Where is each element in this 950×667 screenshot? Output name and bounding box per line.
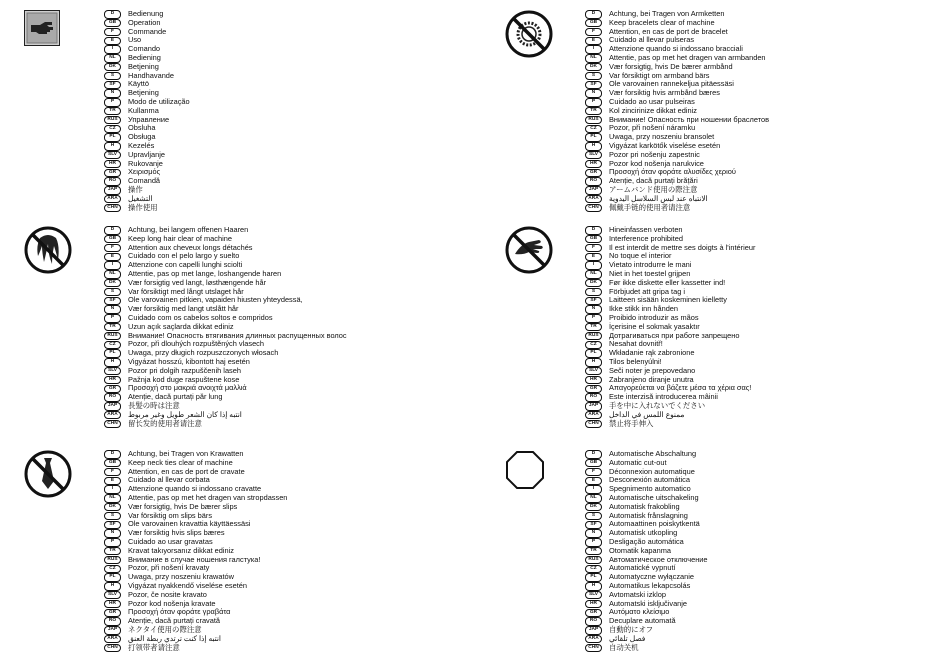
translation-text: Wkładanie rąk zabronione bbox=[609, 348, 695, 358]
language-code-badge: H bbox=[104, 358, 121, 366]
translation-text: Προσοχή όταν φοράτε γραβάτα bbox=[128, 607, 231, 617]
no-neck-tie-icon bbox=[24, 450, 80, 506]
language-code-badge: ARA bbox=[585, 635, 602, 643]
translation-text: Attention, en cas de port de cravate bbox=[128, 466, 245, 476]
translation-text: Automaattinen poiskytkentä bbox=[609, 519, 700, 529]
language-code-badge: JAP bbox=[585, 626, 602, 634]
translation-text: Automatisk utkopling bbox=[609, 528, 678, 538]
translation-text: Otomatik kapanma bbox=[609, 545, 672, 555]
translation-text: Achtung, bei Tragen von Krawatten bbox=[128, 449, 244, 458]
language-code-badge: S bbox=[104, 512, 121, 520]
translation-text: Vigyázat karkötők viselése esetén bbox=[609, 140, 721, 150]
language-code-badge: ARA bbox=[104, 635, 121, 643]
language-code-badge: GR bbox=[104, 609, 121, 617]
language-code-badge: SF bbox=[585, 521, 602, 529]
translation-text: انتبه إذا كان الشعر طويل وغير مربوط bbox=[128, 409, 242, 419]
translation-text: Vær forsiktig hvis armbånd bæres bbox=[609, 88, 720, 98]
translation-text: 長髪の時は注意 bbox=[128, 400, 180, 410]
lang-row bbox=[104, 420, 347, 429]
translation-text: Pozor pri nošenju zapestnic bbox=[609, 149, 700, 159]
lang-row bbox=[585, 635, 708, 644]
translation-text: 自動的にオフ bbox=[609, 624, 654, 634]
language-code-badge: JAP bbox=[104, 402, 121, 410]
translation-text: Pozor kod nošenja narukvice bbox=[609, 158, 704, 168]
language-code-badge: CHN bbox=[585, 204, 602, 212]
translation-text: 操作使用 bbox=[128, 202, 158, 212]
translation-text: Var försiktigt med långt utslaget hår bbox=[128, 286, 244, 296]
translation-text: Attenzione quando si indossano bracciali bbox=[609, 44, 743, 54]
language-code-badge: D bbox=[585, 10, 602, 18]
translation-text: Comando bbox=[128, 44, 161, 54]
translation-text: Vær forsigtig ved langt, løsthængende hår bbox=[128, 277, 267, 287]
translation-text: Vær forsiktig hvis slips bæres bbox=[128, 528, 225, 538]
language-code-badge: PL bbox=[585, 349, 602, 357]
language-code-badge: SLV bbox=[104, 151, 121, 159]
language-code-badge: PL bbox=[104, 349, 121, 357]
translation-text: Automatisk frånslagning bbox=[609, 510, 688, 520]
language-code-badge: DK bbox=[585, 279, 602, 287]
translation-text: Kullanma bbox=[128, 105, 159, 115]
language-code-badge: SF bbox=[104, 521, 121, 529]
translation-text: Automatski isključivanje bbox=[609, 598, 688, 608]
language-code-badge: JAP bbox=[585, 186, 602, 194]
language-code-badge: E bbox=[104, 253, 121, 261]
language-code-badge: DK bbox=[104, 63, 121, 71]
translation-text: 留长发的使用者请注意 bbox=[128, 418, 202, 428]
translation-text: Laitteen sisään koskeminen kielletty bbox=[609, 295, 727, 305]
translation-text: ممنوع اللمس في الداخل bbox=[609, 409, 685, 419]
translation-text: Tilos belenyúlni! bbox=[609, 356, 662, 366]
language-code-badge: GB bbox=[585, 19, 602, 27]
translation-text: Achtung, bei langem offenen Haaren bbox=[128, 225, 249, 234]
language-code-badge: D bbox=[104, 10, 121, 18]
language-code-badge: SF bbox=[104, 81, 121, 89]
language-code-badge: ARA bbox=[585, 411, 602, 419]
language-code-badge: GB bbox=[585, 459, 602, 467]
translation-text: Förbjudet att gripa tag i bbox=[609, 286, 686, 296]
language-list bbox=[104, 226, 347, 428]
translation-text: Attention, en cas de port de bracelet bbox=[609, 26, 728, 36]
translation-text: Bediening bbox=[128, 52, 161, 62]
translation-text: Attentie, pas op met het dragen van stropdassen bbox=[128, 492, 288, 502]
lang-row bbox=[585, 644, 708, 653]
translation-text: Zabranjeno diranje unutra bbox=[609, 374, 694, 384]
language-code-badge: SLV bbox=[104, 367, 121, 375]
language-code-badge: TR bbox=[585, 323, 602, 331]
translation-text: Atenție, dacă purtați cravată bbox=[128, 616, 221, 626]
translation-text: Pozor, če nosite kravato bbox=[128, 589, 207, 599]
language-code-badge: RUS bbox=[104, 556, 121, 564]
translation-text: Este interzisă introducerea mâinii bbox=[609, 392, 718, 402]
language-code-badge: GB bbox=[104, 19, 121, 27]
language-code-badge: CZ bbox=[585, 565, 602, 573]
translation-text: Ole varovainen pitkien, vapaiden hiusten yhteydessä, bbox=[128, 295, 303, 305]
language-code-badge: D bbox=[585, 450, 602, 458]
translation-text: Keep bracelets clear of machine bbox=[609, 17, 715, 27]
language-code-badge: E bbox=[104, 477, 121, 485]
language-code-badge: D bbox=[585, 226, 602, 234]
translation-text: Decuplare automată bbox=[609, 616, 676, 626]
translation-text: Vær forsigtig, hvis De bærer armbånd bbox=[609, 61, 733, 71]
language-code-badge: TR bbox=[585, 547, 602, 555]
language-code-badge: RUS bbox=[104, 116, 121, 124]
translation-text: Commande bbox=[128, 26, 167, 36]
lang-row bbox=[585, 420, 755, 429]
translation-text: Obsługa bbox=[128, 132, 156, 142]
translation-text: Keep long hair clear of machine bbox=[128, 233, 232, 243]
language-code-badge: RO bbox=[104, 617, 121, 625]
translation-text: Pozor, při nošení náramku bbox=[609, 123, 696, 133]
language-code-badge: D bbox=[104, 450, 121, 458]
translation-text: Før ikke diskette eller kassetter ind! bbox=[609, 277, 726, 287]
language-code-badge: CHN bbox=[104, 420, 121, 428]
language-code-badge: F bbox=[585, 28, 602, 36]
language-code-badge: PL bbox=[104, 133, 121, 141]
translation-text: Niet in het toestel grijpen bbox=[609, 268, 691, 278]
language-code-badge: NL bbox=[585, 54, 602, 62]
translation-text: Atenție, dacă purtați brățări bbox=[609, 176, 698, 186]
language-code-badge: DK bbox=[104, 279, 121, 287]
translation-text: Modo de utilização bbox=[128, 96, 190, 106]
stop-octagon-icon bbox=[505, 450, 561, 506]
translation-text: アームバンド使用の際注意 bbox=[609, 184, 698, 194]
translation-text: 打领带者请注意 bbox=[128, 642, 180, 652]
language-list bbox=[104, 450, 287, 652]
translation-text: Käyttö bbox=[128, 79, 149, 89]
translation-text: 操作 bbox=[128, 184, 143, 194]
translation-text: Vigyázat hosszú, kibontott haj esetén bbox=[128, 356, 250, 366]
translation-text: Uwaga, przy noszeniu krawatów bbox=[128, 572, 234, 582]
translation-text: الانتباه عند لبس السلاسل اليدوية bbox=[609, 193, 708, 203]
translation-text: No toque el interior bbox=[609, 251, 672, 261]
lang-row bbox=[104, 204, 190, 213]
language-code-badge: TR bbox=[104, 323, 121, 331]
translation-text: Uso bbox=[128, 35, 142, 45]
translation-text: Operation bbox=[128, 17, 161, 27]
language-code-badge: DK bbox=[104, 503, 121, 511]
translation-text: Attenzione con capelli lunghi sciolti bbox=[128, 260, 243, 270]
translation-text: Achtung, bei Tragen von Armketten bbox=[609, 9, 725, 18]
language-code-badge: GR bbox=[585, 169, 602, 177]
translation-text: Pozor pri dolgih razpuščenih laseh bbox=[128, 365, 241, 375]
language-code-badge: JAP bbox=[585, 402, 602, 410]
translation-text: Cuidado al llevar pulseras bbox=[609, 35, 695, 45]
translation-text: 自动关机 bbox=[609, 642, 639, 652]
translation-text: Ikke stikk inn hånden bbox=[609, 304, 679, 314]
language-code-badge: SLV bbox=[585, 151, 602, 159]
language-list bbox=[585, 226, 755, 428]
language-code-badge: TR bbox=[104, 107, 121, 115]
language-code-badge: DK bbox=[585, 503, 602, 511]
translation-text: Pozor, při dlouhých rozpuštěných vlasech bbox=[128, 339, 264, 349]
translation-text: 佩戴手链的使用者请注意 bbox=[609, 202, 691, 212]
translation-text: Vietato introdurre le mani bbox=[609, 260, 692, 270]
language-code-badge: H bbox=[585, 582, 602, 590]
translation-text: Ole varovainen kravattia käyttäessäsi bbox=[128, 519, 251, 529]
language-code-badge: HR bbox=[104, 376, 121, 384]
language-code-badge: E bbox=[585, 477, 602, 485]
translation-text: التشغيل bbox=[128, 193, 153, 203]
language-code-badge: I bbox=[104, 485, 121, 493]
language-code-badge: CHN bbox=[585, 644, 602, 652]
translation-text: Attention aux cheveux longs détachés bbox=[128, 242, 253, 252]
translation-text: Comandă bbox=[128, 176, 161, 186]
language-code-badge: RUS bbox=[585, 332, 602, 340]
translation-text: 禁止将手伸入 bbox=[609, 418, 654, 428]
translation-text: Automatic cut-out bbox=[609, 457, 667, 467]
translation-text: Attenzione quando si indossano cravatte bbox=[128, 484, 262, 494]
language-code-badge: I bbox=[104, 45, 121, 53]
language-code-badge: RO bbox=[104, 393, 121, 401]
language-code-badge: CZ bbox=[104, 565, 121, 573]
translation-text: Automatikus lekapcsolás bbox=[609, 580, 691, 590]
language-code-badge: GR bbox=[585, 385, 602, 393]
translation-text: Ole varovainen rannekeljua pitäessäsi bbox=[609, 79, 734, 89]
no-reach-in-icon bbox=[505, 226, 561, 282]
translation-text: Automatisk frakobling bbox=[609, 501, 680, 511]
language-code-badge: RUS bbox=[104, 332, 121, 340]
language-code-badge: P bbox=[585, 98, 602, 106]
translation-text: Cuidado com os cabelos soltos e compridos bbox=[128, 312, 273, 322]
language-code-badge: PL bbox=[585, 133, 602, 141]
translation-text: Betjening bbox=[128, 88, 159, 98]
translation-text: انتبه إذا كنت ترتدي ربطة العنق bbox=[128, 633, 221, 643]
translation-text: Attentie, pas op met het dragen van armbanden bbox=[609, 52, 766, 62]
translation-text: Cuidado ao usar pulseiras bbox=[609, 96, 695, 106]
lang-row bbox=[104, 644, 287, 653]
language-code-badge: I bbox=[585, 261, 602, 269]
language-code-badge: S bbox=[585, 72, 602, 80]
translation-text: Προσοχή στο μακριά ανοιχτά μαλλιά bbox=[128, 383, 247, 393]
operation-hand-icon bbox=[24, 10, 80, 66]
language-code-badge: D bbox=[104, 226, 121, 234]
language-code-badge: I bbox=[104, 261, 121, 269]
language-code-badge: F bbox=[104, 468, 121, 476]
language-code-badge: GR bbox=[585, 609, 602, 617]
language-code-badge: F bbox=[585, 468, 602, 476]
language-code-badge: P bbox=[104, 538, 121, 546]
language-code-badge: P bbox=[104, 314, 121, 322]
language-code-badge: S bbox=[585, 512, 602, 520]
language-code-badge: GB bbox=[104, 459, 121, 467]
language-code-badge: CZ bbox=[585, 125, 602, 133]
language-code-badge: HR bbox=[585, 600, 602, 608]
translation-text: Keep neck ties clear of machine bbox=[128, 457, 233, 467]
translation-text: Внимание! Опасность при ношении браслетов bbox=[609, 114, 770, 124]
language-code-badge: SF bbox=[585, 297, 602, 305]
translation-text: Upravljanje bbox=[128, 149, 165, 159]
translation-text: Автоматическое отключение bbox=[609, 554, 708, 564]
translation-text: Déconnexion automatique bbox=[609, 466, 695, 476]
translation-text: İçerisine el sokmak yasaktır bbox=[609, 321, 700, 331]
translation-text: Uzun açık saçlarda dikkat ediniz bbox=[128, 321, 234, 331]
translation-text: Attentie, pas op met lange, loshangende haren bbox=[128, 268, 282, 278]
language-code-badge: PL bbox=[104, 573, 121, 581]
lang-row bbox=[585, 204, 769, 213]
language-list bbox=[104, 10, 190, 212]
language-code-badge: P bbox=[585, 314, 602, 322]
language-code-badge: NL bbox=[104, 494, 121, 502]
translation-text: Προσοχή όταν φοράτε αλυσίδες χεριού bbox=[609, 167, 736, 177]
language-code-badge: CZ bbox=[585, 341, 602, 349]
translation-text: فصل تلقائي bbox=[609, 633, 646, 643]
translation-text: Vær forsigtig, hvis De bærer slips bbox=[128, 501, 238, 511]
language-code-badge: RO bbox=[104, 177, 121, 185]
translation-text: Interference prohibited bbox=[609, 233, 683, 243]
translation-text: Uwaga, przy noszeniu bransolet bbox=[609, 132, 715, 142]
translation-text: Χειρισμός bbox=[128, 167, 161, 177]
translation-text: Cuidado ao usar gravatas bbox=[128, 536, 213, 546]
translation-text: Automatische uitschakeling bbox=[609, 492, 699, 502]
translation-text: Desconexión automática bbox=[609, 475, 690, 485]
language-code-badge: E bbox=[585, 37, 602, 45]
language-code-badge: NL bbox=[585, 494, 602, 502]
translation-text: Pozor, při nošení kravaty bbox=[128, 563, 210, 573]
translation-text: Avtomatski izklop bbox=[609, 589, 666, 599]
translation-text: Uwaga, przy długich rozpuszczonych włosach bbox=[128, 348, 279, 358]
translation-text: Automatyczne wyłączanie bbox=[609, 572, 695, 582]
language-code-badge: TR bbox=[104, 547, 121, 555]
language-code-badge: H bbox=[585, 358, 602, 366]
language-code-badge: S bbox=[104, 72, 121, 80]
translation-text: Desligação automática bbox=[609, 536, 684, 546]
language-code-badge: GB bbox=[104, 235, 121, 243]
language-code-badge: N bbox=[585, 89, 602, 97]
language-code-badge: GB bbox=[585, 235, 602, 243]
language-code-badge: CZ bbox=[104, 341, 121, 349]
language-code-badge: TR bbox=[585, 107, 602, 115]
lang-row bbox=[104, 177, 190, 186]
language-code-badge: RO bbox=[585, 617, 602, 625]
translation-text: Внимание! Опасность втягивания длинных распущенных волос bbox=[128, 330, 347, 340]
language-code-badge: I bbox=[585, 45, 602, 53]
language-code-badge: F bbox=[585, 244, 602, 252]
translation-text: ネクタイ使用の際注意 bbox=[128, 624, 202, 634]
language-code-badge: H bbox=[104, 582, 121, 590]
language-code-badge: HR bbox=[585, 376, 602, 384]
translation-text: Kravat takıyorsanız dikkat ediniz bbox=[128, 545, 234, 555]
translation-text: Il est interdit de mettre ses doigts à l'intérieur bbox=[609, 242, 756, 252]
translation-text: Αυτόματο κλείσιμο bbox=[609, 607, 670, 617]
language-code-badge: S bbox=[585, 288, 602, 296]
language-code-badge: NL bbox=[104, 54, 121, 62]
language-code-badge: H bbox=[585, 142, 602, 150]
language-code-badge: I bbox=[585, 485, 602, 493]
translation-text: Nesahat dovnitř! bbox=[609, 339, 663, 349]
translation-text: Rukovanje bbox=[128, 158, 163, 168]
language-code-badge: HR bbox=[104, 600, 121, 608]
language-code-badge: HR bbox=[585, 160, 602, 168]
language-code-badge: HR bbox=[104, 160, 121, 168]
translation-text: Var försiktigt om armband bärs bbox=[609, 70, 710, 80]
translation-text: Hineinfassen verboten bbox=[609, 225, 683, 234]
translation-text: Kezelés bbox=[128, 140, 155, 150]
translation-text: Automatische Abschaltung bbox=[609, 449, 697, 458]
language-code-badge: N bbox=[585, 305, 602, 313]
language-list bbox=[585, 10, 769, 212]
translation-text: Cuidado al llevar corbata bbox=[128, 475, 210, 485]
language-code-badge: PL bbox=[585, 573, 602, 581]
translation-text: 手を中に入れないでください bbox=[609, 400, 706, 410]
language-code-badge: RO bbox=[585, 177, 602, 185]
language-code-badge: RO bbox=[585, 393, 602, 401]
translation-text: Spegnimento automatico bbox=[609, 484, 691, 494]
language-code-badge: SLV bbox=[585, 591, 602, 599]
language-code-badge: F bbox=[104, 244, 121, 252]
language-code-badge: SLV bbox=[104, 591, 121, 599]
language-code-badge: SF bbox=[104, 297, 121, 305]
translation-text: Var försiktig om slips bärs bbox=[128, 510, 213, 520]
language-code-badge: NL bbox=[104, 270, 121, 278]
language-code-badge: CHN bbox=[104, 204, 121, 212]
language-code-badge: CHN bbox=[585, 420, 602, 428]
translation-text: Pažnja kod duge raspuštene kose bbox=[128, 374, 240, 384]
language-code-badge: DK bbox=[585, 63, 602, 71]
translation-text: Kol zincirinize dikkat ediniz bbox=[609, 105, 697, 115]
translation-text: Handhavande bbox=[128, 70, 175, 80]
translation-text: Proibido introduzir as mãos bbox=[609, 312, 699, 322]
language-code-badge: H bbox=[104, 142, 121, 150]
lang-row bbox=[104, 28, 190, 37]
language-code-badge: F bbox=[104, 28, 121, 36]
language-list bbox=[585, 450, 708, 652]
language-code-badge: P bbox=[104, 98, 121, 106]
language-code-badge: CHN bbox=[104, 644, 121, 652]
language-code-badge: JAP bbox=[104, 626, 121, 634]
language-code-badge: N bbox=[104, 89, 121, 97]
language-code-badge: ARA bbox=[585, 195, 602, 203]
language-code-badge: E bbox=[104, 37, 121, 45]
language-code-badge: P bbox=[585, 538, 602, 546]
language-code-badge: GR bbox=[104, 169, 121, 177]
translation-text: Vær forsiktig med langt utslått hår bbox=[128, 304, 239, 314]
translation-text: Απαγορεύεται να βάζετε μέσα τα χέρια σας! bbox=[609, 383, 752, 393]
translation-text: Cuidado con el pelo largo y suelto bbox=[128, 251, 240, 261]
translation-text: Betjening bbox=[128, 61, 159, 71]
language-code-badge: CZ bbox=[104, 125, 121, 133]
translation-text: Atenție, dacă purtați păr lung bbox=[128, 392, 223, 402]
no-long-hair-icon bbox=[24, 226, 80, 282]
translation-text: Pozor kod nošenja kravate bbox=[128, 598, 216, 608]
language-code-badge: NL bbox=[585, 270, 602, 278]
translation-text: Obsluha bbox=[128, 123, 156, 133]
language-code-badge: E bbox=[585, 253, 602, 261]
translation-text: Seči noter je prepovedano bbox=[609, 365, 696, 375]
language-code-badge: GR bbox=[104, 385, 121, 393]
no-bracelet-icon bbox=[505, 10, 561, 66]
language-code-badge: ARA bbox=[104, 411, 121, 419]
language-code-badge: ARA bbox=[104, 195, 121, 203]
language-code-badge: SF bbox=[585, 81, 602, 89]
language-code-badge: N bbox=[585, 529, 602, 537]
lang-row bbox=[585, 626, 708, 635]
language-code-badge: N bbox=[104, 305, 121, 313]
translation-text: Bedienung bbox=[128, 9, 164, 18]
translation-text: Дотрагиваться при работе запрещено bbox=[609, 330, 740, 340]
language-code-badge: S bbox=[104, 288, 121, 296]
translation-text: Управление bbox=[128, 114, 170, 124]
translation-text: Vigyázat nyakkendő viselése esetén bbox=[128, 580, 248, 590]
language-code-badge: N bbox=[104, 529, 121, 537]
translation-text: Automatické vypnutí bbox=[609, 563, 676, 573]
language-code-badge: SLV bbox=[585, 367, 602, 375]
language-code-badge: RUS bbox=[585, 556, 602, 564]
translation-text: Внимание в случае ношения галстука! bbox=[128, 554, 261, 564]
language-code-badge: JAP bbox=[104, 186, 121, 194]
language-code-badge: RUS bbox=[585, 116, 602, 124]
